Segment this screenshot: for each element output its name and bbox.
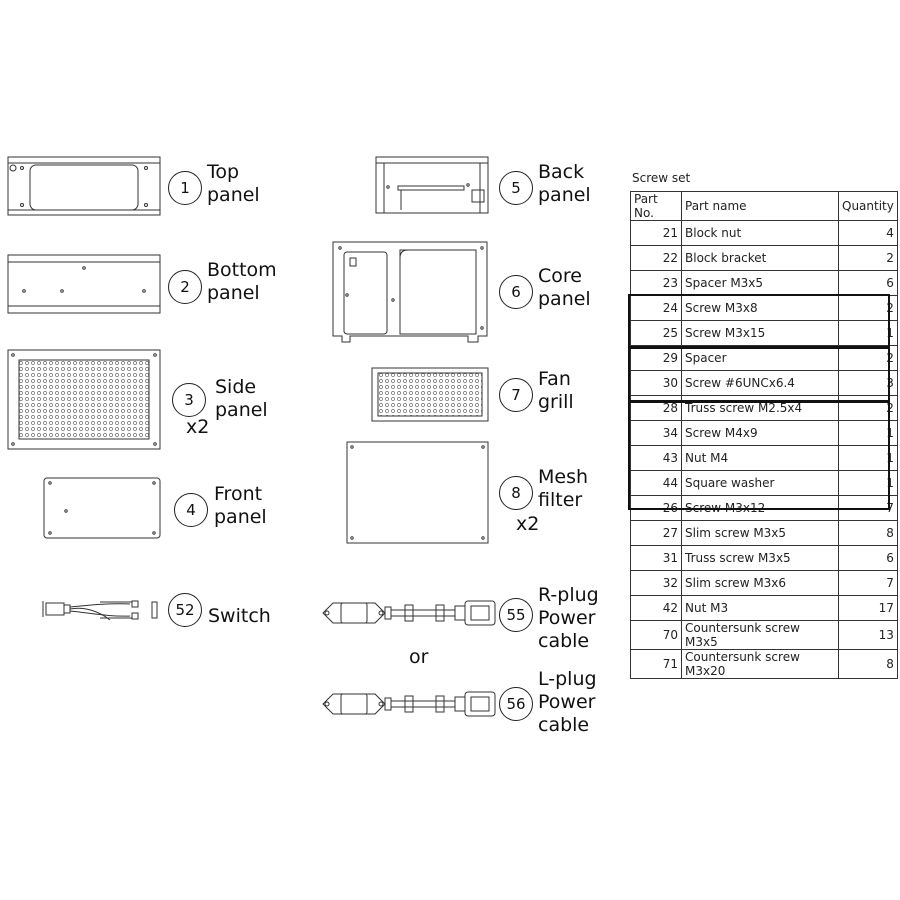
quantity-cell: 1 [839, 421, 898, 446]
part-number-56: 56 [499, 687, 533, 721]
part-number-7: 7 [499, 378, 533, 412]
part-no-cell: 25 [631, 321, 682, 346]
part-no-cell: 22 [631, 246, 682, 271]
part-number-8: 8 [499, 476, 533, 510]
table-row [631, 396, 898, 421]
header-quantity: Quantity [839, 192, 898, 221]
quantity-cell: 4 [839, 221, 898, 246]
part-name-cell: Nut M3 [682, 596, 839, 621]
part-no-cell: 31 [631, 546, 682, 571]
table-row [631, 271, 898, 296]
part-number-52: 52 [168, 593, 202, 627]
part-number-6: 6 [499, 275, 533, 309]
part-label-mesh-filter: Mesh filter [538, 466, 589, 511]
screw-set-caption: Screw set [632, 171, 691, 185]
part-name-cell: Spacer [682, 346, 839, 371]
table-row [631, 371, 898, 396]
part-name-cell: Countersunk screw M3x20 [682, 650, 839, 679]
table-row [631, 571, 898, 596]
quantity-cell: 17 [839, 596, 898, 621]
quantity-cell: 8 [839, 521, 898, 546]
quantity-cell: 2 [839, 246, 898, 271]
fan-grill-drawing [372, 368, 488, 421]
quantity-cell: 2 [839, 346, 898, 371]
header-part-name: Part name [682, 192, 839, 221]
part-name-cell: Block nut [682, 221, 839, 246]
table-row [631, 221, 898, 246]
part-no-cell: 42 [631, 596, 682, 621]
part-label-switch: Switch [208, 605, 271, 627]
part-label-side-panel: Side panel [215, 376, 268, 421]
table-row [631, 446, 898, 471]
quantity-cell: 3 [839, 371, 898, 396]
part-label-fan-grill: Fan grill [538, 368, 574, 413]
part-no-cell: 70 [631, 621, 682, 650]
part-name-cell: Screw M3x15 [682, 321, 839, 346]
part-name-cell: Block bracket [682, 246, 839, 271]
part-no-cell: 34 [631, 421, 682, 446]
or-text: or [409, 646, 429, 668]
part-name-cell: Screw M3x12 [682, 496, 839, 521]
part-name-cell: Screw M4x9 [682, 421, 839, 446]
r-plug-cable-drawing [323, 601, 495, 625]
switch-drawing [43, 601, 157, 620]
part-no-cell: 29 [631, 346, 682, 371]
part-number-1: 1 [168, 171, 202, 205]
part-label-back-panel: Back panel [538, 161, 591, 206]
header-part-no: Part No. [631, 192, 682, 221]
part-no-cell: 71 [631, 650, 682, 679]
screw-set-table [630, 191, 898, 679]
l-plug-cable-drawing [323, 692, 495, 716]
bottom-panel-drawing [8, 255, 160, 313]
part-label-r-plug-power-cable: R-plug Power cable [538, 584, 599, 652]
part-no-cell: 43 [631, 446, 682, 471]
table-row [631, 650, 898, 679]
part-no-cell: 30 [631, 371, 682, 396]
table-row [631, 246, 898, 271]
quantity-cell: 1 [839, 471, 898, 496]
core-panel-drawing [333, 242, 487, 342]
part-label-l-plug-power-cable: L-plug Power cable [538, 668, 597, 736]
part-no-cell: 26 [631, 496, 682, 521]
part-number-4: 4 [174, 493, 208, 527]
quantity-cell: 6 [839, 271, 898, 296]
quantity-cell: 6 [839, 546, 898, 571]
table-row [631, 621, 898, 650]
quantity-cell: 2 [839, 296, 898, 321]
top-panel-drawing [8, 157, 160, 215]
table-row [631, 346, 898, 371]
part-no-cell: 27 [631, 521, 682, 546]
table-row [631, 596, 898, 621]
table-row [631, 421, 898, 446]
table-row [631, 521, 898, 546]
table-row [631, 546, 898, 571]
quantity-cell: 13 [839, 621, 898, 650]
table-row [631, 321, 898, 346]
part-name-cell: Slim screw M3x5 [682, 521, 839, 546]
quantity-cell: 7 [839, 496, 898, 521]
table-row [631, 471, 898, 496]
side-panel-drawing [8, 350, 160, 449]
part-label-front-panel: Front panel [214, 483, 267, 528]
quantity-cell: 2 [839, 396, 898, 421]
part-number-3: 3 [172, 383, 206, 417]
part-name-cell: Spacer M3x5 [682, 271, 839, 296]
part-name-cell: Screw #6UNCx6.4 [682, 371, 839, 396]
quantity-cell: 7 [839, 571, 898, 596]
part-name-cell: Countersunk screw M3x5 [682, 621, 839, 650]
part-no-cell: 44 [631, 471, 682, 496]
part-no-cell: 23 [631, 271, 682, 296]
side-panel-multiplier: x2 [186, 416, 210, 438]
quantity-cell: 8 [839, 650, 898, 679]
part-number-2: 2 [168, 270, 202, 304]
quantity-cell: 1 [839, 446, 898, 471]
part-number-5: 5 [499, 171, 533, 205]
part-number-55: 55 [499, 598, 533, 632]
part-no-cell: 21 [631, 221, 682, 246]
table-header-row [631, 192, 898, 221]
mesh-filter-drawing [347, 442, 488, 543]
table-row [631, 496, 898, 521]
part-label-top-panel: Top panel [207, 161, 260, 206]
part-no-cell: 32 [631, 571, 682, 596]
part-name-cell: Truss screw M3x5 [682, 546, 839, 571]
part-name-cell: Screw M3x8 [682, 296, 839, 321]
front-panel-drawing [44, 478, 160, 538]
part-no-cell: 24 [631, 296, 682, 321]
quantity-cell: 1 [839, 321, 898, 346]
screw-table-body [631, 221, 898, 679]
part-name-cell: Square washer [682, 471, 839, 496]
back-panel-drawing [376, 157, 488, 213]
part-label-bottom-panel: Bottom panel [207, 259, 277, 304]
mesh-filter-multiplier: x2 [516, 513, 540, 535]
table-row [631, 296, 898, 321]
part-label-core-panel: Core panel [538, 265, 591, 310]
part-name-cell: Truss screw M2.5x4 [682, 396, 839, 421]
part-name-cell: Slim screw M3x6 [682, 571, 839, 596]
part-name-cell: Nut M4 [682, 446, 839, 471]
part-no-cell: 28 [631, 396, 682, 421]
